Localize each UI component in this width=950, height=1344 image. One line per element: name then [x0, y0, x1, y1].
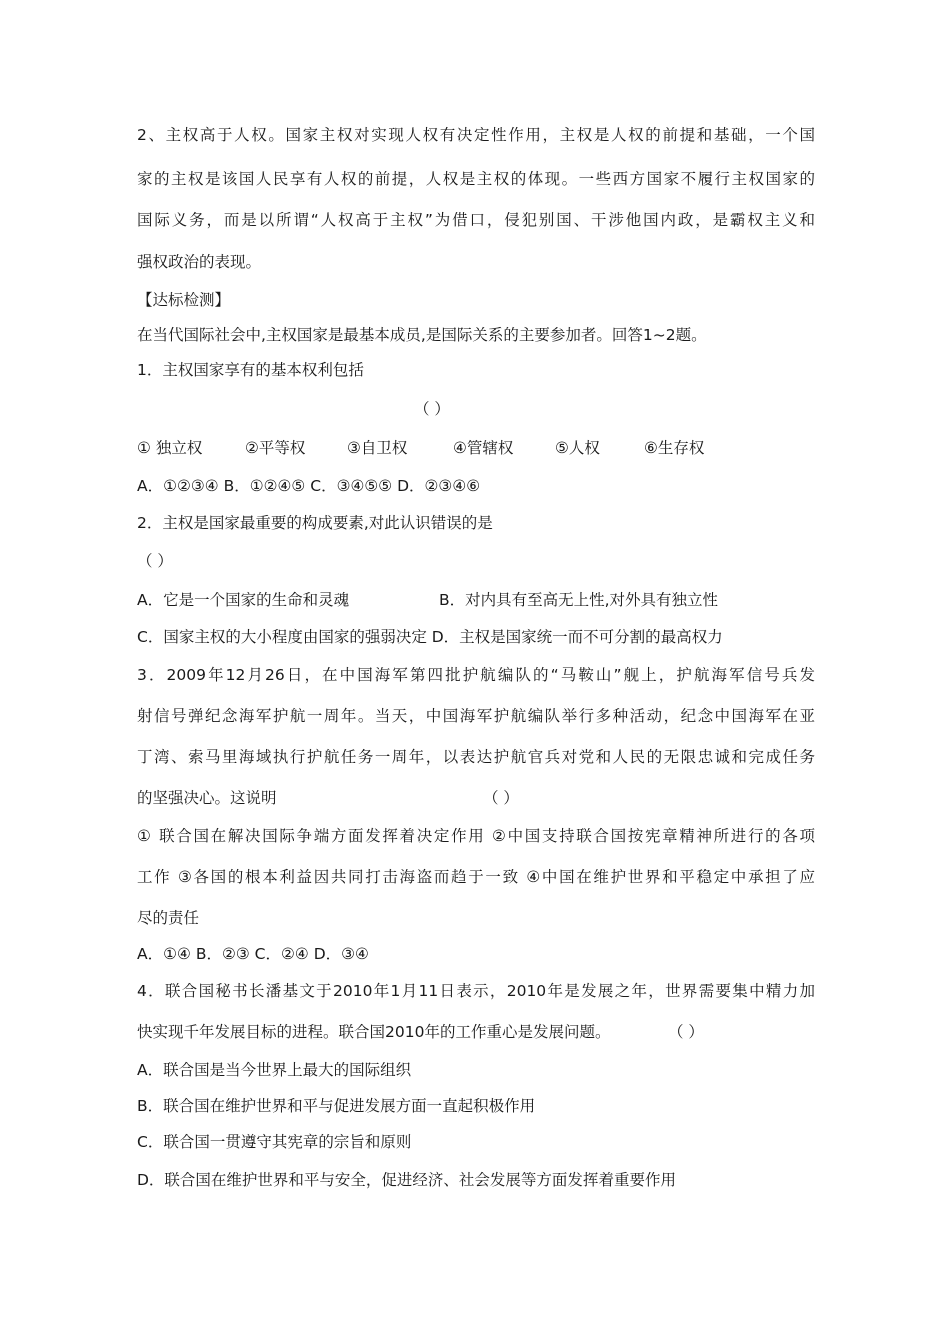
section-title: 【达标检测】: [137, 291, 231, 309]
q3-line-4: 的坚强决心。这说明: [137, 789, 277, 807]
q1-bracket: （ ）: [414, 400, 450, 418]
q3-options: A．①④ B．②③ C．②④ D．③④: [137, 945, 369, 963]
q3-bracket: （ ）: [483, 789, 519, 807]
intro-line-2: 家的主权是该国人民享有人权的前提，人权是主权的体现。一些西方国家不履行主权国家的: [137, 170, 815, 188]
q4-line-1: 4．联合国秘书长潘基文于2010年1月11日表示，2010年是发展之年，世界需要集中精力加: [137, 982, 815, 1000]
q2-bracket: （ ）: [137, 552, 173, 570]
q1-options: A．①②③④ B．①②④⑤ C．③④⑤⑤ D．②③④⑥: [137, 477, 481, 495]
q3-line-2: 射信号弹纪念海军护航一周年。当天，中国海军护航编队举行多种活动，纪念中国海军在亚: [137, 707, 815, 725]
q4-option-a: A．联合国是当今世界上最大的国际组织: [137, 1061, 412, 1079]
q2-option-b: B．对内具有至高无上性,对外具有独立性: [439, 591, 719, 609]
q3-statement-3: 尽的责任: [137, 909, 200, 927]
intro-line-1: 2、主权高于人权。国家主权对实现人权有决定性作用，主权是人权的前提和基础，一个国: [137, 126, 815, 144]
intro-line-4: 强权政治的表现。: [137, 253, 262, 271]
q4-option-d: D．联合国在维护世界和平与安全，促进经济、社会发展等方面发挥着重要作用: [137, 1171, 676, 1189]
q1-item: ⑥生存权: [644, 439, 705, 457]
q1-stem: 1．主权国家享有的基本权利包括: [137, 361, 364, 379]
q3-line-3: 丁湾、索马里海域执行护航任务一周年，以表达护航官兵对党和人民的无限忠诚和完成任务: [137, 748, 815, 766]
q2-option-a: A．它是一个国家的生命和灵魂: [137, 591, 350, 609]
q4-option-c: C．联合国一贯遵守其宪章的宗旨和原则: [137, 1133, 412, 1151]
q3-statement-2: 工作 ③各国的根本利益因共同打击海盗而趋于一致 ④中国在维护世界和平稳定中承担了应: [137, 868, 815, 886]
q2-option-cd: C．国家主权的大小程度由国家的强弱决定 D．主权是国家统一而不可分割的最高权力: [137, 628, 723, 646]
preamble: 在当代国际社会中,主权国家是最基本成员,是国际关系的主要参加者。回答1~2题。: [137, 326, 707, 344]
q1-item: ④管辖权: [453, 439, 514, 457]
q4-bracket: （ ）: [668, 1023, 704, 1041]
q1-item: ⑤人权: [555, 439, 600, 457]
q4-option-b: B．联合国在维护世界和平与促进发展方面一直起积极作用: [137, 1097, 536, 1115]
q1-item: ① 独立权: [137, 439, 203, 457]
q4-line-2: 快实现千年发展目标的进程。联合国2010年的工作重心是发展问题。: [137, 1023, 611, 1041]
q2-stem: 2．主权是国家最重要的构成要素,对此认识错误的是: [137, 514, 493, 532]
q1-item: ②平等权: [245, 439, 306, 457]
q3-statement-1: ① 联合国在解决国际争端方面发挥着决定作用 ②中国支持联合国按宪章精神所进行的各项: [137, 827, 815, 845]
q3-line-1: 3．2009年12月26日，在中国海军第四批护航编队的“马鞍山”舰上，护航海军信号兵发: [137, 666, 815, 684]
q1-item: ③自卫权: [347, 439, 408, 457]
intro-line-3: 国际义务，而是以所谓“人权高于主权”为借口，侵犯别国、干涉他国内政，是霸权主义和: [137, 211, 815, 229]
q1-items: [137, 437, 704, 459]
